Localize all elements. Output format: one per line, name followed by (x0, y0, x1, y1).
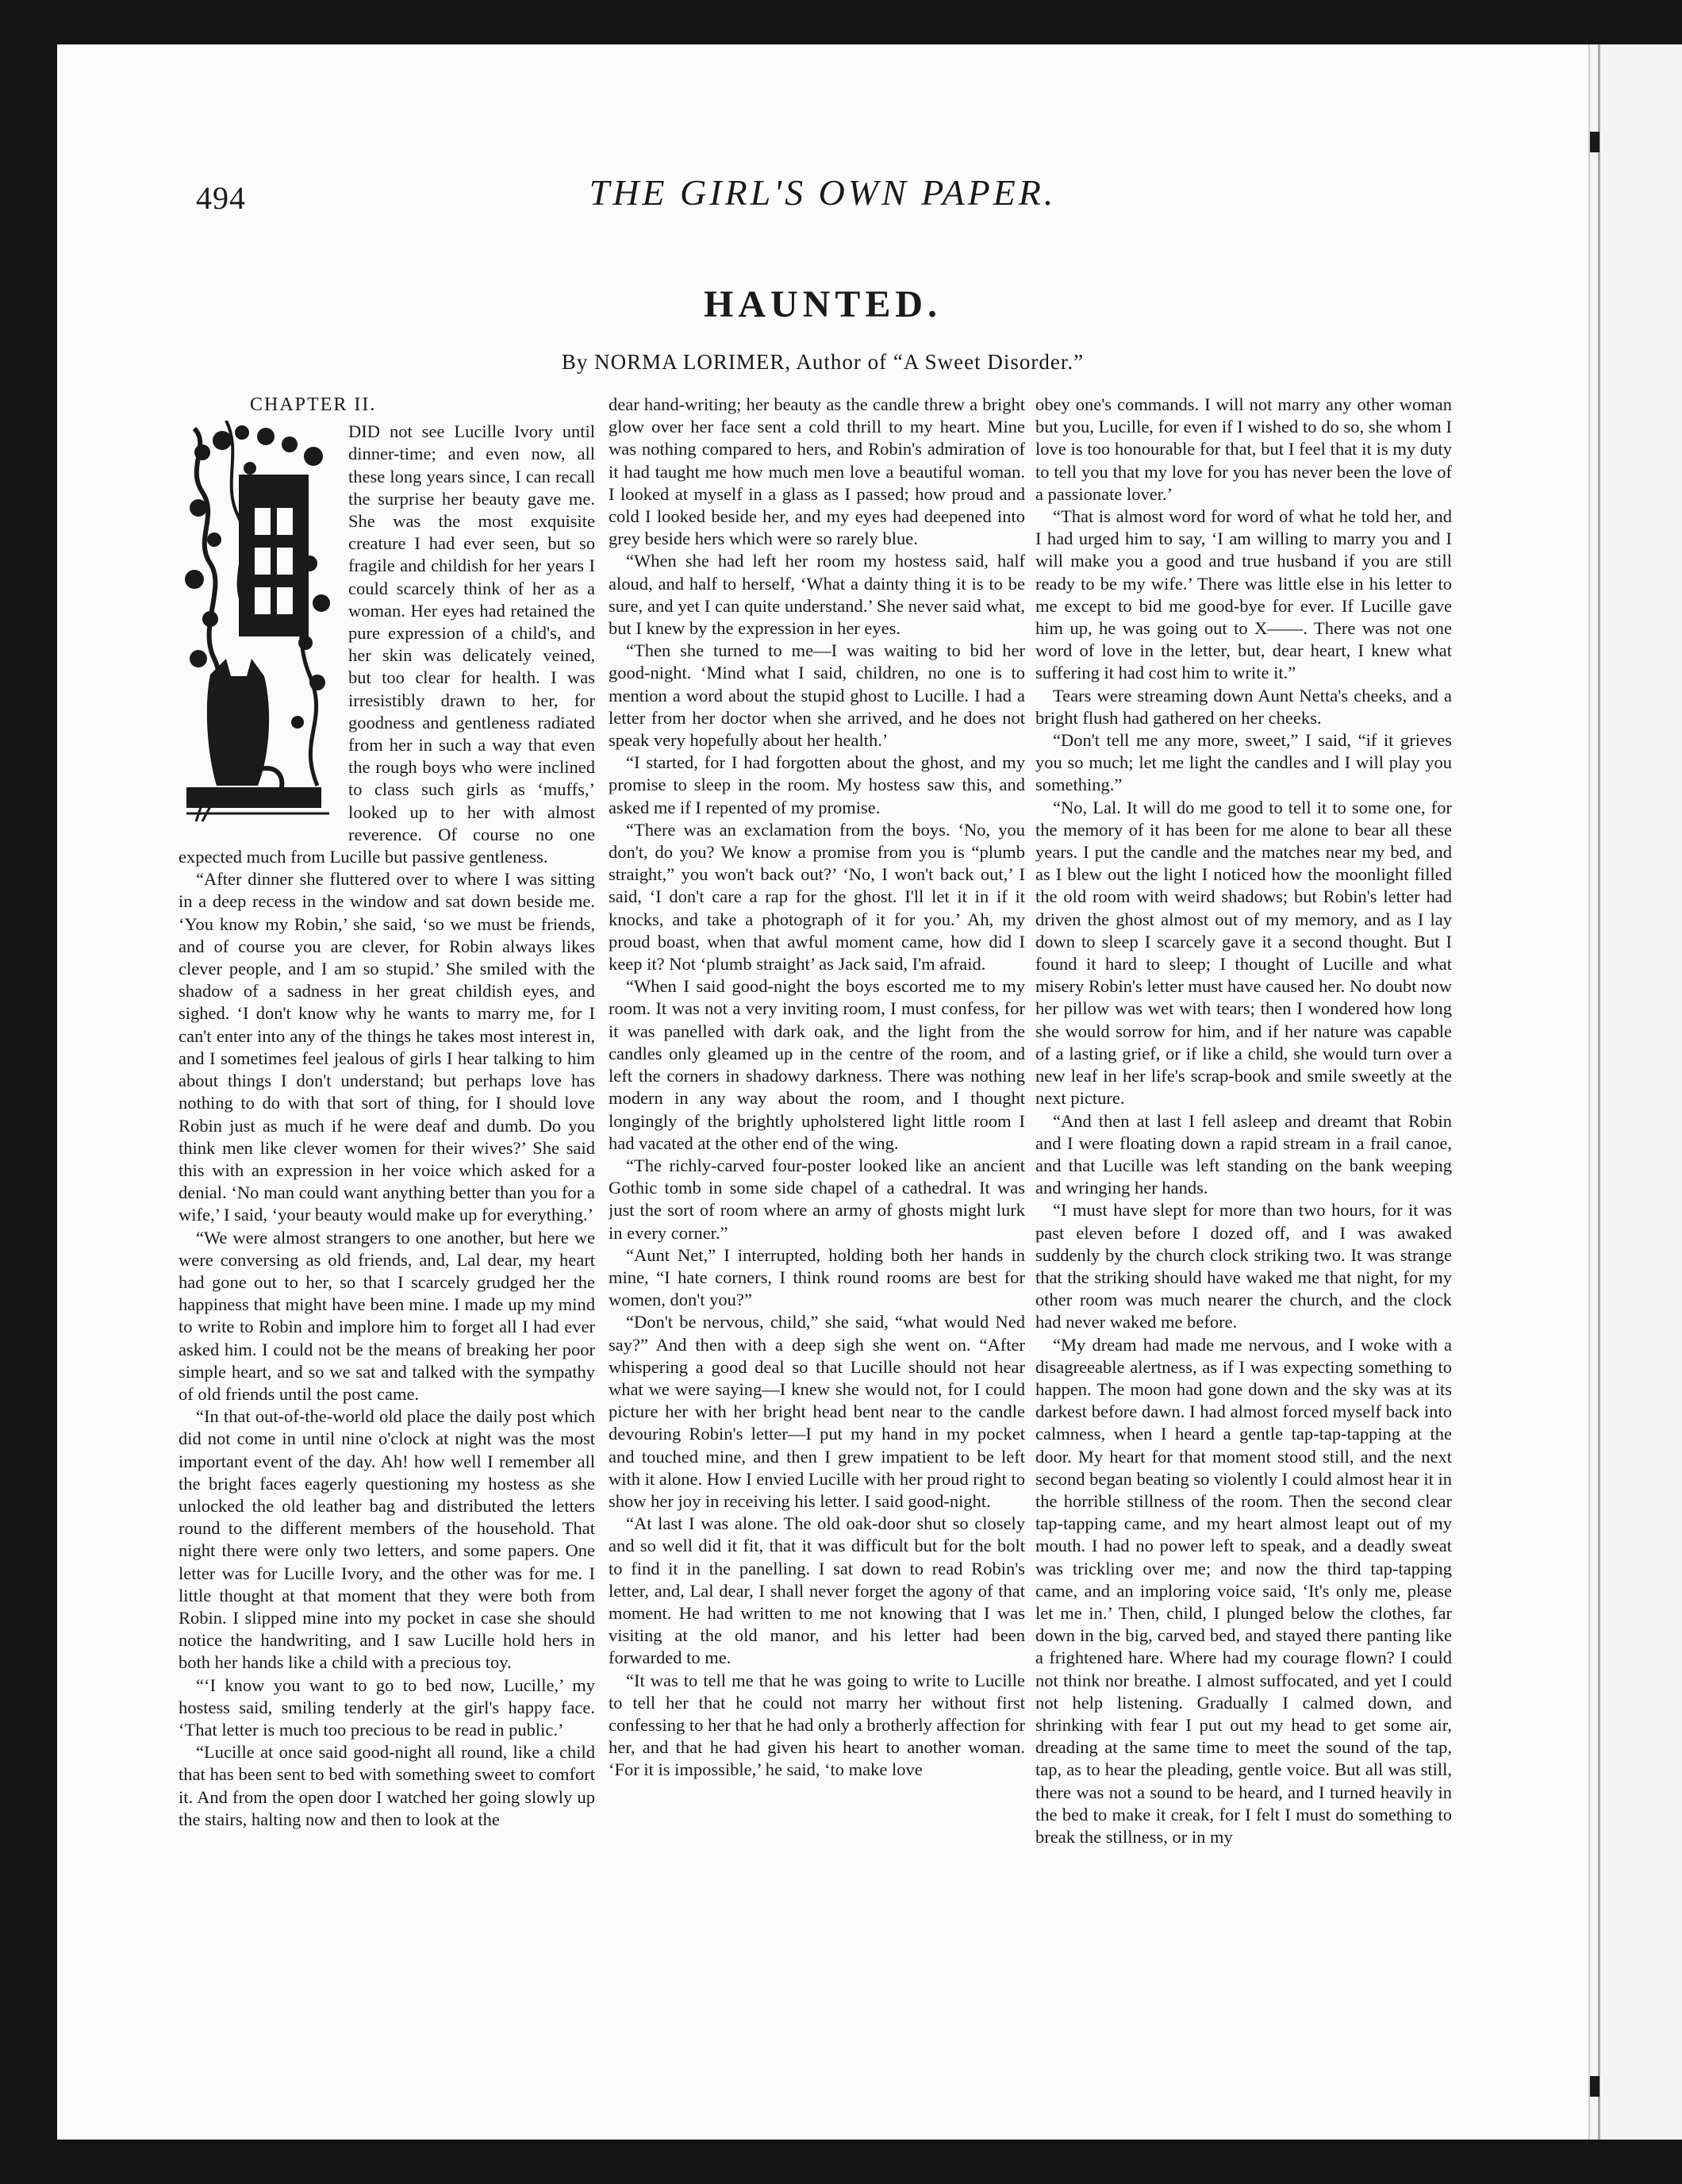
magazine-page (57, 44, 1588, 2140)
paragraph: “Don't be nervous, child,” she said, “what would Ned say?” And then with a deep sigh she went on. “After whispering a good deal so that Lucille should not hear what we were saying—I knew she would not, for I could picture her with her bright head bent near to the candle devouring Robin's letter—I put my hand in my pocket and touched mine, and then I grew impatient to be left with it alone. How I envied Lucille with her proud right to show her joy in receiving his letter. I said good-night. (609, 1312, 1025, 1511)
chapter-heading: CHAPTER II. (250, 394, 377, 415)
paragraph: “Aunt Net,” I interrupted, holding both her hands in mine, “I hate corners, I think round rooms are best for women, don't you?” (609, 1244, 1025, 1310)
byline: By NORMA LORIMER, Author of “A Sweet Disorder.” (561, 350, 1085, 374)
paragraph: “At last I was alone. The old oak-door shut so closely and so well did it fit, that it was difficult but for the bolt to find it in the panelling. I sat down to read Robin's letter, and, Lal dear, I shall never forget the agony of that moment. He had written to me not knowing that I was visiting at the old manor, and his letter had been forwarded to me. (609, 1513, 1025, 1668)
paragraph: obey one's commands. I will not marry any other woman but you, Lucille, for even if I wished to do so, she whom I love is too honourable for that, but I feel that it is my duty to tell you that my love for you has never been the love of a passionate lover.’ (1035, 394, 1452, 504)
page-edge-mark (1590, 2076, 1599, 2097)
paragraph: “When she had left her room my hostess said, half aloud, and half to herself, ‘What a dainty thing it is to be sure, and yet I can quite understand.’ She never said what, but I knew by the expression in her eyes. (609, 551, 1025, 639)
paragraph: “In that out-of-the-world old place the daily post which did not come in until nine o'clock at night was the most important event of the day. Ah! how well I remember all the bright faces eagerly questioning my hostess as she unlocked the old leather bag and distributed the letters round to the different members of the household. That night there were only two letters, and some papers. One letter was for Lucille Ivory, and the other was for me. I little thought at that moment that they were both from Robin. I slipped mine into my pocket in case she should notice the handwriting, and I saw Lucille hold hers in both her hands like a child with a precious toy. (179, 1406, 595, 1673)
paragraph: dear hand-writing; her beauty as the candle threw a bright glow over her face sent a cold thrill to my heart. Mine was nothing compared to hers, and Robin's admiration of it had taught me how much men love a beautiful woman. I looked at myself in a glass as I passed; how proud and cold I looked beside her, and my eyes had deepened into grey beside hers which were so rarely blue. (609, 394, 1025, 549)
paragraph: Tears were streaming down Aunt Netta's cheeks, and a bright flush had gathered on her cheeks. (1035, 685, 1452, 728)
text-column-1 (179, 394, 595, 1981)
paragraph: DID not see Lucille Ivory until dinner-time; and even now, all these long years since, I can recall the surprise her beauty gave me. She was the most exquisite creature I had ever seen, but so fragile and childish for her years I could scarcely think of her as a woman. Her eyes had retained the pure expression of a child's, and her skin was delicately veined, but too clear for health. I was irresistibly drawn to her, for goodness and gentleness radiated from her in such a way that even the rough boys who were inclined to class such girls as ‘muffs,’ looked up to her with almost reverence. Of course no one expected much from Lucille but passive gentleness. (179, 421, 595, 867)
paragraph: “I must have slept for more than two hours, for it was past eleven before I dozed off, and I was awaked suddenly by the church clock striking two. It was strange that the striking should have waked me that night, for my other room was much nearer the church, and the clock had never waked me before. (1035, 1200, 1452, 1332)
dropcap-illustration (179, 421, 337, 833)
paragraph: “After dinner she fluttered over to where I was sitting in a deep recess in the window and sat down beside me. ‘You know my Robin,’ she said, ‘so we must be friends, and of course you are clever, for Robin always likes clever people, and I am so stupid.’ She smiled with the shadow of a sadness in her great childish eyes, and sighed. ‘I don't know why he wants to marry me, for I can't enter into any of the things he takes most interest in, and I sometimes feel jealous of girls I hear talking to him about things I don't understand; but perhaps love has nothing to do with that sort of thing, for I should love Robin just as much if he were deaf and dumb. Do you think men like clever women for their wives?’ She said this with an expression in her voice which asked for a denial. ‘No man could want anything better than you for a wife,’ I said, ‘your beauty would make up for everything.’ (179, 869, 595, 1225)
ivy-window-cat-illustration (179, 421, 337, 833)
text-column-3 (1035, 394, 1452, 1981)
article-title: HAUNTED. (703, 283, 943, 325)
paragraph: “We were almost strangers to one another, but here we were conversing as old friends, and, Lal dear, my heart had gone out to her, so that I scarcely grudged her the happiness that might have been mine. I made up my mind to write to Robin and implore him to forget all I had ever asked him. I could not be the means of breaking her poor simple heart, and so we sat and talked with the sympathy of old friends until the post came. (179, 1227, 595, 1404)
paragraph: “There was an exclamation from the boys. ‘No, you don't, do you? We know a promise from you is “plumb straight,” you won't back out?’ ‘No, I won't back out,’ I said, ‘I don't care a rap for the ghost. I'll let it in if it knocks, and take a photograph of it for you.’ Ah, my proud boast, when that awful moment came, how did I keep it? Not ‘plumb straight’ as Jack said, I'm afraid. (609, 819, 1025, 975)
paragraph: “Then she turned to me—I was waiting to bid her good-night. ‘Mind what I said, children, no one is to mention a word about the stupid ghost to Lucille. I had a letter from her doctor when she arrived, and he does not speak very hopefully about her health.’ (609, 640, 1025, 751)
paragraph: “No, Lal. It will do me good to tell it to some one, for the memory of it has been for me alone to bear all these years. I put the candle and the matches near my bed, and as I blew out the light I noticed how the moonlight filled the old room with weird shadows; but Robin's letter had driven the ghost almost out of my memory, and as I lay down to sleep I scarcely gave it a second thought. But I found it hard to sleep; I thought of Lucille and what misery Robin's letter must have caused her. No doubt now her pillow was wet with tears; then I wondered how long she would sorrow for him, and if her nature was capable of a lasting grief, or if like a child, she would turn over a new leaf in her life's scrap-book and smile sweetly at the next picture. (1035, 797, 1452, 1109)
adjacent-page-edge (1588, 44, 1682, 2140)
page-number: 494 (196, 180, 246, 216)
paragraph: “Lucille at once said good-night all round, like a child that has been sent to bed with something sweet to comfort it. And from the open door I watched her going slowly up the stairs, halting now and then to look at the (179, 1742, 595, 1829)
paragraph: “That is almost word for word of what he told her, and I had urged him to say, ‘I am willing to marry you and I will make you a good and true husband if you are still ready to be my wife.’ There was little else in his letter to me except to bid me good-bye for ever. If Lucille gave him up, he was going out to X——. There was not one word of love in the letter, but, dear heart, I knew what suffering it had cost him to write it.” (1035, 506, 1452, 683)
paragraph: “The richly-carved four-poster looked like an ancient Gothic tomb in some side chapel of a cathedral. It was just the sort of room where an army of ghosts might lurk in every corner.” (609, 1155, 1025, 1243)
paragraph: “I started, for I had forgotten about the ghost, and my promise to sleep in the room. My hostess saw this, and asked me if I repented of my promise. (609, 752, 1025, 817)
paragraph: “When I said good-night the boys escorted me to my room. It was not a very inviting room, I must confess, for it was panelled with dark oak, and the light from the candles only gleamed up in the centre of the room, and left the corners in shadowy darkness. There was nothing modern in any way about the room, and I thought longingly of the brightly upholstered light little room I had vacated at the other end of the wing. (609, 976, 1025, 1153)
paragraph: “My dream had made me nervous, and I woke with a disagreeable alertness, as if I was expecting something to happen. The moon had gone down and the sky was at its darkest before dawn. I had almost forced myself back into calmness, when I heard a gentle tap-tap-tapping at the door. My heart for that moment stood still, and the next second began beating so violently I could almost hear it in the horrible stillness of the room. Then the second clear tap-tapping came, and my heart almost leapt out of my mouth. I had no power left to speak, and a deadly sweat was trickling over me; and now the third tap-tapping came, and an imploring voice said, ‘It's only me, please let me in.’ Then, child, I plunged below the clothes, far down in the big, carved bed, and stayed there panting like a frightened hare. Where had my courage flown? I could not think nor breathe. I almost suffocated, and yet I could not help listening. Gradually I calmed down, and shrinking with fear I put out my head to get some air, dreading at the same time to meet the sound of the tap, tap, as to hear the pleading, gentle voice. But all was still, there was not a sound to be heard, and I turned heavily in the bed to make it creak, for I felt I must do something to break the stillness, or in my (1035, 1334, 1452, 1847)
running-head: THE GIRL'S OWN PAPER. (589, 172, 1057, 213)
page-fold-line (1598, 44, 1600, 2140)
paragraph: “‘I know you want to go to bed now, Lucille,’ my hostess said, smiling tenderly at the girl's happy face. ‘That letter is much too precious to be read in public.’ (179, 1675, 595, 1740)
paragraph: “Don't tell me any more, sweet,” I said, “if it grieves you so much; let me light the candles and I will play you something.” (1035, 730, 1452, 795)
text-column-2 (609, 394, 1025, 1981)
page-edge-mark (1590, 132, 1599, 152)
paragraph: “It was to tell me that he was going to write to Lucille to tell her that he could not marry her without first confessing to her that he had only a brotherly affection for her, and that he had given his heart to another woman. ‘For it is impossible,’ he said, ‘to make love (609, 1670, 1025, 1780)
paragraph: “And then at last I fell asleep and dreamt that Robin and I were floating down a rapid stream in a frail canoe, and that Lucille was left standing on the bank weeping and wringing her hands. (1035, 1110, 1452, 1198)
